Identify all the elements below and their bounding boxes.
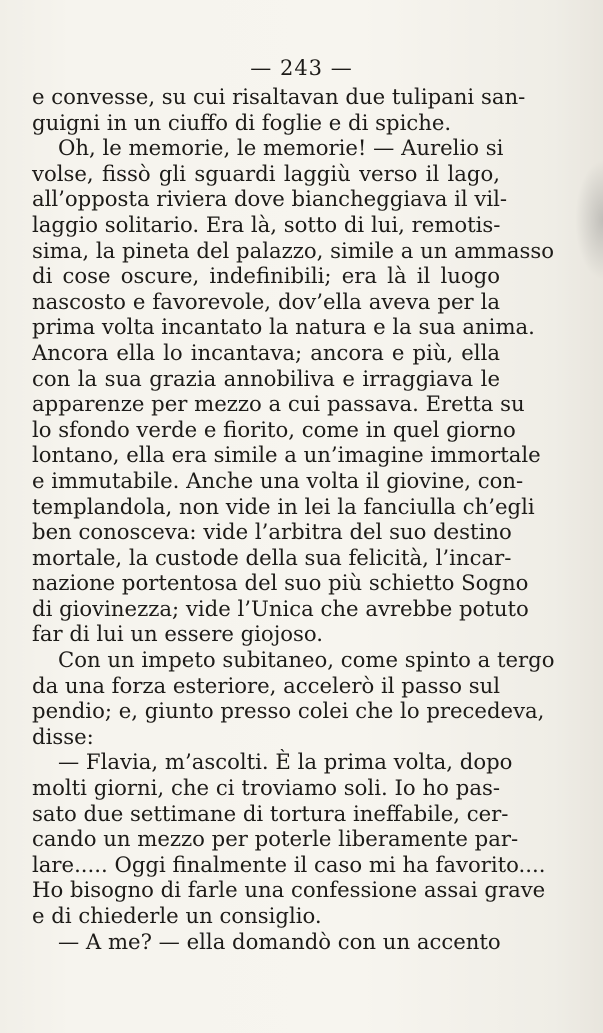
text-line: pendio; e, giunto presso colei che lo precedeva, — [32, 698, 545, 724]
text-line: apparenze per mezzo a cui passava. Eretta su — [32, 391, 525, 417]
text-line: all’opposta riviera dove biancheggiava il vil- — [32, 186, 508, 212]
text-line: — Flavia, m’ascolti. È la prima volta, dopo — [58, 749, 513, 775]
text-line: lontano, ella era simile a un’imagine immortale — [32, 442, 541, 468]
text-line: e di chiederle un consiglio. — [32, 903, 322, 928]
text-line: Oh, le memorie, le memorie! — Aurelio si — [58, 135, 504, 161]
text-line: far di lui un essere giojoso. — [32, 621, 324, 647]
text-line: prima volta incantato la natura e la sua anima. — [32, 314, 535, 340]
page-number: — 243 — — [250, 56, 353, 80]
text-line: lare..... Oggi finalmente il caso mi ha favorito.... — [32, 851, 546, 877]
text-line: da una forza esteriore, accelerò il passo sul — [32, 672, 500, 698]
text-line: mortale, la custode della sua felicità, l’incar- — [32, 544, 512, 570]
text-line: nazione portentosa del suo più schietto Sogno — [32, 570, 529, 596]
text-line: di giovinezza; vide l’Unica che avrebbe potuto — [32, 595, 529, 621]
page-body-text — [32, 84, 555, 954]
text-line: di cose oscure, indefinibili; era là il luogo — [32, 263, 500, 289]
text-line: — A me? — ella domandò con un accento — [58, 928, 501, 954]
text-line: e convesse, su cui risaltavan due tulipani san- — [32, 84, 526, 109]
text-line: Ho bisogno di farle una confessione assai grave — [32, 877, 546, 903]
text-line: guigni in un ciuffo di foglie e di spiche. — [32, 109, 452, 135]
text-line: volse, fissò gli sguardi laggiù verso il lago, — [32, 160, 500, 186]
text-line: e immutabile. Anche una volta il giovine, con- — [32, 467, 524, 493]
text-line: cando un mezzo per poterle liberamente par- — [32, 826, 519, 852]
page-edge-shadow — [575, 160, 603, 280]
text-line: disse: — [32, 723, 94, 749]
text-line: sima, la pineta del palazzo, simile a un ammasso — [32, 237, 555, 263]
text-line: con la sua grazia annobiliva e irraggiava le — [32, 365, 500, 391]
text-line: nascosto e favorevole, dov’ella aveva per la — [32, 288, 500, 314]
text-line: lo sfondo verde e fiorito, come in quel giorno — [32, 416, 516, 442]
text-line: Ancora ella lo incantava; ancora e più, ella — [32, 339, 500, 365]
text-line: templandola, non vide in lei la fanciulla ch’egli — [32, 493, 535, 519]
text-line: molti giorni, che ci troviamo soli. Io ho pas- — [32, 775, 500, 801]
text-line: Con un impeto subitaneo, come spinto a tergo — [58, 647, 555, 673]
text-line: sato due settimane di tortura ineffabile, cer- — [32, 800, 509, 826]
text-line: ben conosceva: vide l’arbitra del suo destino — [32, 519, 512, 545]
text-line: laggio solitario. Era là, sotto di lui, remotis- — [32, 211, 501, 237]
